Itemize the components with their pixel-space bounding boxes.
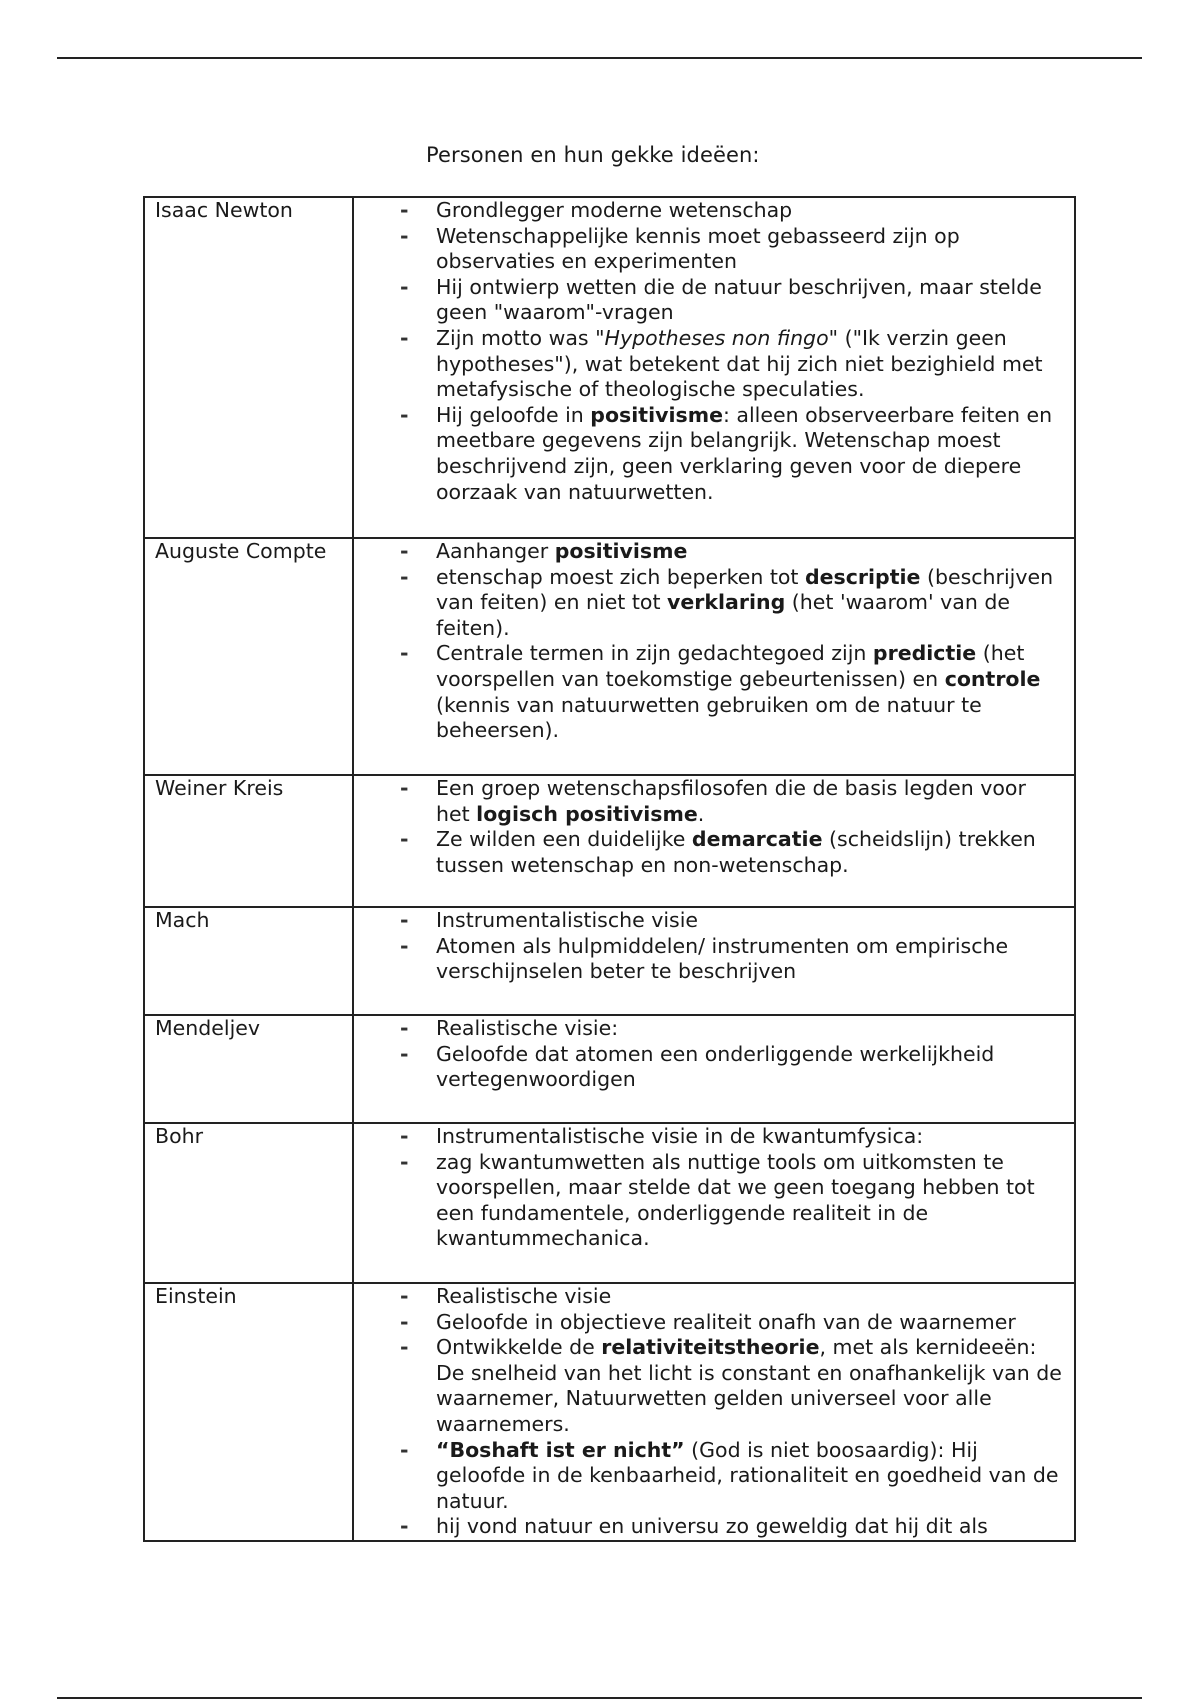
- idea-item: - Hij geloofde in positivisme: alleen observeerbare feiten en meetbare gegevens zijn belangrijk. Wetenschap moest beschrijvend zijn, geen verklaring geven voor de diepere oorzaak van natuurwetten.: [354, 403, 1064, 505]
- idea-item: - Een groep wetenschapsfilosofen die de basis legden voor het logisch positivisme.: [354, 776, 1064, 827]
- person-name: Isaac Newton: [144, 197, 353, 538]
- person-name: Auguste Compte: [144, 538, 353, 775]
- person-row-newton: [144, 197, 1075, 538]
- idea-item: - Instrumentalistische visie in de kwantumfysica:: [354, 1124, 1064, 1150]
- person-row-bohr: [144, 1123, 1075, 1283]
- idea-item: - Zijn motto was "Hypotheses non fingo" ("Ik verzin geen hypotheses"), wat betekent dat hij zich niet bezighield met metafysische of theologische speculaties.: [354, 326, 1064, 403]
- person-name: Einstein: [144, 1283, 353, 1541]
- idea-item: - Realistische visie:: [354, 1016, 1064, 1042]
- idea-item: - hij vond natuur en universu zo geweldig dat hij dit als: [354, 1514, 1064, 1540]
- idea-item: - Aanhanger positivisme: [354, 539, 1064, 565]
- person-ideas: [353, 775, 1075, 907]
- person-ideas: [353, 1015, 1075, 1123]
- person-name: Mendeljev: [144, 1015, 353, 1123]
- idea-item: - Hij ontwierp wetten die de natuur beschrijven, maar stelde geen "waarom"-vragen: [354, 275, 1064, 326]
- idea-item: - Centrale termen in zijn gedachtegoed zijn predictie (het voorspellen van toekomstige gebeurtenissen) en controle (kennis van natuurwetten gebruiken om de natuur te beheersen).: [354, 641, 1064, 743]
- person-ideas: [353, 197, 1075, 538]
- idea-item: - Realistische visie: [354, 1284, 1064, 1310]
- idea-item: - Wetenschappelijke kennis moet gebasseerd zijn op observaties en experimenten: [354, 224, 1064, 275]
- person-row-weiner-kreis: [144, 775, 1075, 907]
- person-ideas: [353, 907, 1075, 1015]
- idea-item: - Atomen als hulpmiddelen/ instrumenten om empirische verschijnselen beter te beschrijven: [354, 934, 1064, 985]
- idea-item: - Grondlegger moderne wetenschap: [354, 198, 1064, 224]
- idea-item: - Geloofde in objectieve realiteit onafh van de waarnemer: [354, 1310, 1064, 1336]
- bottom-rule: [57, 1697, 1142, 1699]
- idea-item: - Ze wilden een duidelijke demarcatie (scheidslijn) trekken tussen wetenschap en non-wetenschap.: [354, 827, 1064, 878]
- person-ideas: [353, 538, 1075, 775]
- person-name: Bohr: [144, 1123, 353, 1283]
- person-row-mendeljev: [144, 1015, 1075, 1123]
- idea-item: - etenschap moest zich beperken tot descriptie (beschrijven van feiten) en niet tot verklaring (het 'waarom' van de feiten).: [354, 565, 1064, 642]
- person-name: Weiner Kreis: [144, 775, 353, 907]
- person-name: Mach: [144, 907, 353, 1015]
- person-ideas: [353, 1283, 1075, 1541]
- idea-item: - Geloofde dat atomen een onderliggende werkelijkheid vertegenwoordigen: [354, 1042, 1064, 1093]
- idea-item: - Instrumentalistische visie: [354, 908, 1064, 934]
- person-ideas: [353, 1123, 1075, 1283]
- person-row-compte: [144, 538, 1075, 775]
- person-row-mach: [144, 907, 1075, 1015]
- page-heading: Personen en hun gekke ideëen:: [426, 143, 760, 167]
- idea-item: - “Boshaft ist er nicht” (God is niet boosaardig): Hij geloofde in de kenbaarheid, rationaliteit en goedheid van de natuur.: [354, 1438, 1064, 1515]
- idea-item: - zag kwantumwetten als nuttige tools om uitkomsten te voorspellen, maar stelde dat we geen toegang hebben tot een fundamentele, onderliggende realiteit in de kwantummechanica.: [354, 1150, 1064, 1252]
- idea-item: - Ontwikkelde de relativiteitstheorie, met als kernideeën: De snelheid van het licht is constant en onafhankelijk van de waarnemer, Natuurwetten gelden universeel voor alle waarnemers.: [354, 1335, 1064, 1437]
- top-rule: [57, 57, 1142, 59]
- person-row-einstein: [144, 1283, 1075, 1541]
- persons-table: [143, 196, 1076, 1542]
